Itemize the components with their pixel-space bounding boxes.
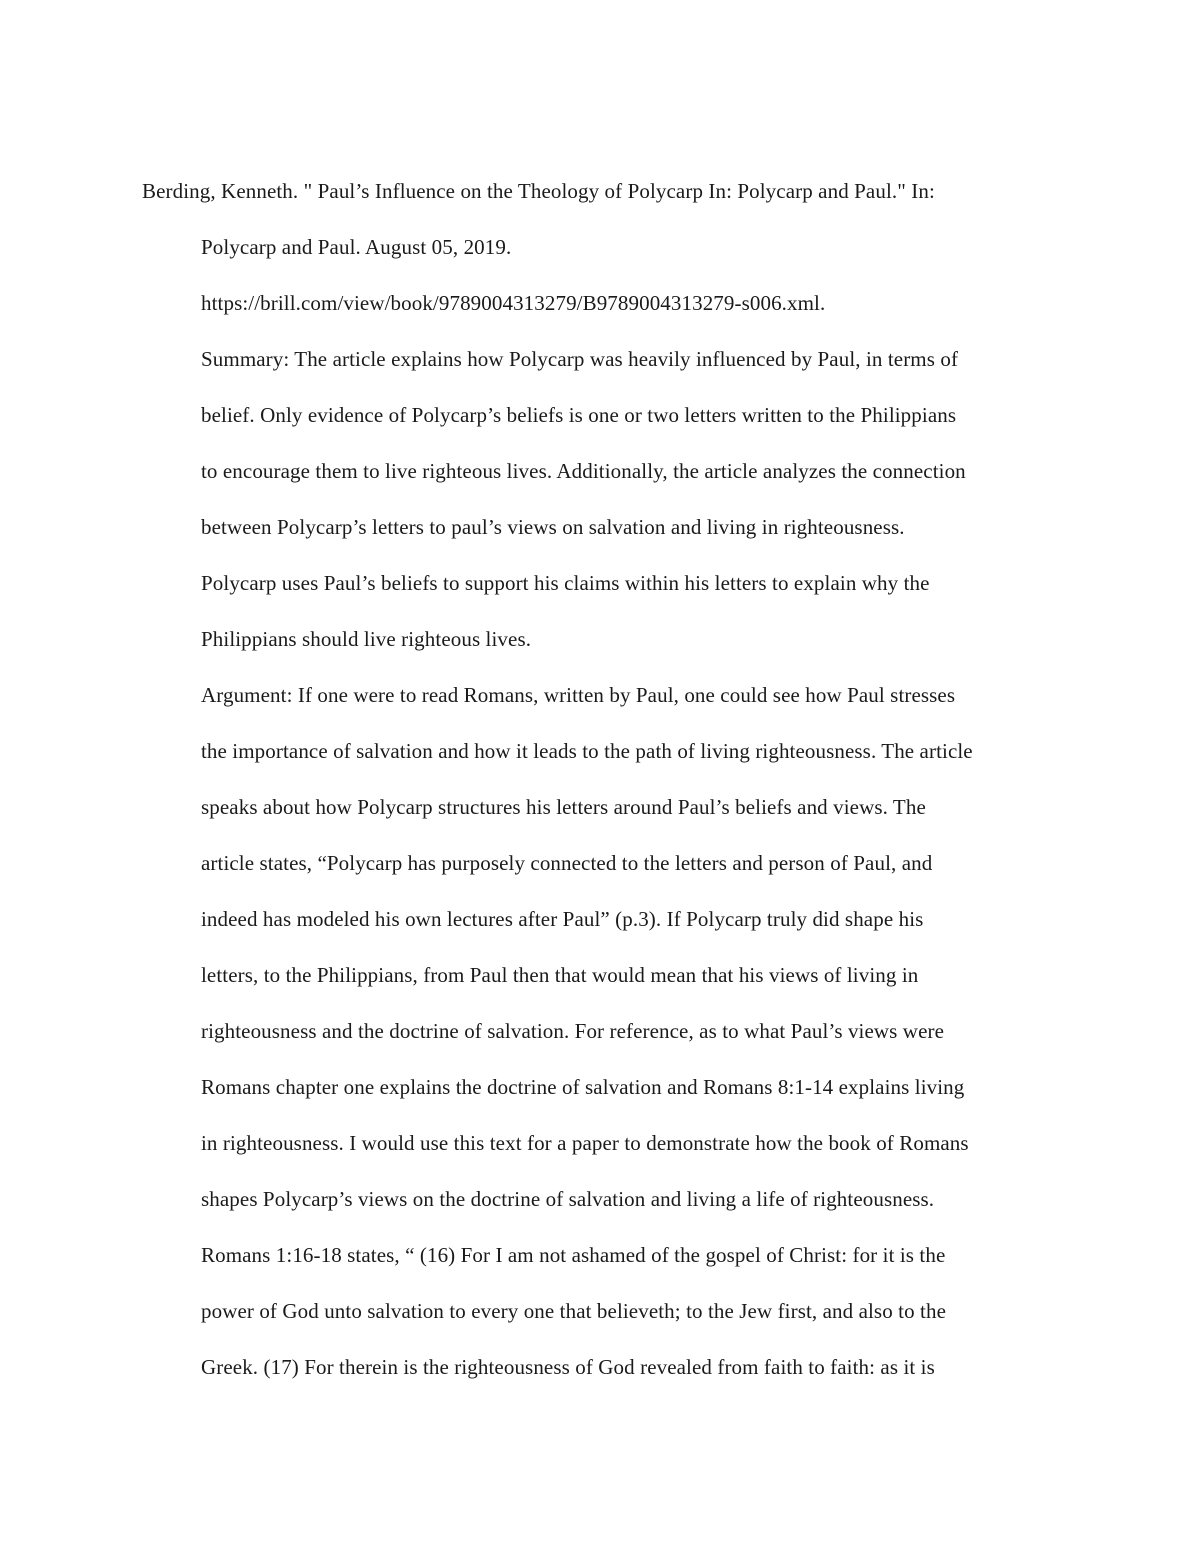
argument-line-3: speaks about how Polycarp structures his letters around Paul’s beliefs and views. The: [201, 795, 926, 819]
argument-line-5: indeed has modeled his own lectures after Paul” (p.3). If Polycarp truly did shape his: [201, 907, 924, 931]
argument-line-7: righteousness and the doctrine of salvation. For reference, as to what Paul’s views were: [201, 1019, 944, 1043]
summary-line-4: between Polycarp’s letters to paul’s views on salvation and living in righteousness.: [201, 515, 905, 539]
argument-line-12: power of God unto salvation to every one that believeth; to the Jew first, and also to the: [201, 1299, 946, 1323]
argument-line-6: letters, to the Philippians, from Paul then that would mean that his views of living in: [201, 963, 919, 987]
citation-line-1: Berding, Kenneth. " Paul’s Influence on the Theology of Polycarp In: Polycarp and Paul." In:: [142, 179, 935, 203]
summary-line-2: belief. Only evidence of Polycarp’s beliefs is one or two letters written to the Philippians: [201, 403, 957, 427]
argument-line-1: Argument: If one were to read Romans, written by Paul, one could see how Paul stresses: [201, 683, 956, 707]
argument-line-13: Greek. (17) For therein is the righteousness of God revealed from faith to faith: as it is: [201, 1355, 935, 1379]
summary-line-5: Polycarp uses Paul’s beliefs to support his claims within his letters to explain why the: [201, 571, 930, 595]
argument-line-11: Romans 1:16-18 states, “ (16) For I am not ashamed of the gospel of Christ: for it is the: [201, 1243, 946, 1267]
citation-url: https://brill.com/view/book/9789004313279/B9789004313279-s006.xml.: [201, 291, 826, 315]
summary-line-1: Summary: The article explains how Polycarp was heavily influenced by Paul, in terms of: [201, 347, 959, 371]
citation-line-2: Polycarp and Paul. August 05, 2019.: [201, 235, 512, 259]
argument-line-9: in righteousness. I would use this text for a paper to demonstrate how the book of Romans: [201, 1131, 969, 1155]
argument-line-10: shapes Polycarp’s views on the doctrine of salvation and living a life of righteousness.: [201, 1187, 935, 1211]
summary-line-3: to encourage them to live righteous lives. Additionally, the article analyzes the connection: [201, 459, 966, 483]
summary-line-6: Philippians should live righteous lives.: [201, 627, 532, 651]
argument-line-8: Romans chapter one explains the doctrine of salvation and Romans 8:1-14 explains living: [201, 1075, 965, 1099]
argument-line-2: the importance of salvation and how it leads to the path of living righteousness. The article: [201, 739, 973, 763]
argument-line-4: article states, “Polycarp has purposely connected to the letters and person of Paul, and: [201, 851, 933, 875]
